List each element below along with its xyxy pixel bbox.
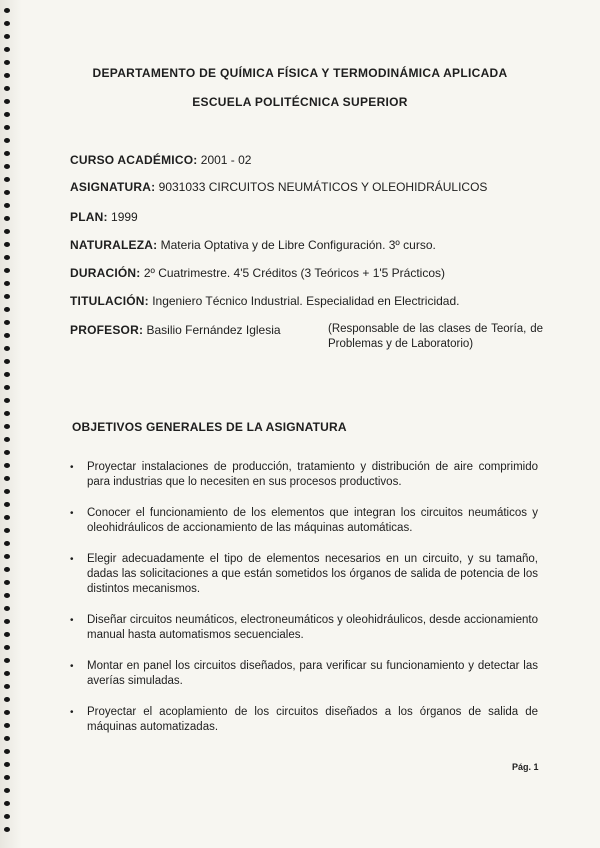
objective-text: Conocer el funcionamiento de los elementos que integran los circuitos neumáticos y oleohidráulicos de accionamiento de las máquinas automáticas. <box>87 507 538 534</box>
binding-hole <box>4 47 10 52</box>
objective-text: Montar en panel los circuitos diseñados, para verificar su funcionamiento y detectar las averías simuladas. <box>87 660 538 687</box>
binding-hole <box>4 788 10 793</box>
binding-hole <box>4 762 10 767</box>
professor-note: (Responsable de las clases de Teoría, de Problemas y de Laboratorio) <box>328 323 543 350</box>
binding-hole <box>4 333 10 338</box>
field-value: Basilio Fernández Iglesia <box>146 323 281 337</box>
binding-hole <box>4 632 10 637</box>
field-value: 2º Cuatrimestre. 4'5 Créditos (3 Teóricos + 1'5 Prácticos) <box>143 266 446 280</box>
binding-hole <box>4 580 10 585</box>
binding-hole <box>4 515 10 520</box>
binding-hole <box>4 138 10 143</box>
binding-hole <box>4 86 10 91</box>
binding-hole <box>4 450 10 455</box>
field-titulacion <box>70 294 460 308</box>
bullet-icon: • <box>70 462 74 473</box>
binding-hole <box>4 216 10 221</box>
field-value: 1999 <box>111 210 138 224</box>
spiral-binding <box>0 0 22 848</box>
binding-hole <box>4 229 10 234</box>
objectives-title: OBJETIVOS GENERALES DE LA ASIGNATURA <box>72 420 347 434</box>
objective-text: Proyectar instalaciones de producción, tratamiento y distribución de aire comprimido para industrias que lo necesiten en sus procesos productivos. <box>87 461 538 488</box>
binding-hole <box>4 411 10 416</box>
binding-hole <box>4 801 10 806</box>
objectives-list <box>68 460 538 751</box>
binding-hole <box>4 359 10 364</box>
field-label: ASIGNATURA: <box>70 180 156 194</box>
field-naturaleza <box>70 238 436 252</box>
field-label: DURACIÓN: <box>70 266 141 280</box>
binding-hole <box>4 125 10 130</box>
field-label: CURSO ACADÉMICO: <box>70 153 198 167</box>
binding-hole <box>4 619 10 624</box>
field-profesor <box>70 323 281 337</box>
page-number: Pág. 1 <box>512 762 539 772</box>
binding-hole <box>4 814 10 819</box>
binding-hole <box>4 671 10 676</box>
bullet-icon: • <box>70 707 74 718</box>
objective-item <box>68 460 538 490</box>
binding-hole <box>4 255 10 260</box>
field-label: TITULACIÓN: <box>70 294 149 308</box>
binding-hole <box>4 528 10 533</box>
binding-hole <box>4 645 10 650</box>
field-curso <box>70 153 251 167</box>
field-value: Materia Optativa y de Libre Configuración. 3º curso. <box>160 238 436 252</box>
field-value: 9031033 CIRCUITOS NEUMÁTICOS Y OLEOHIDRÁULICOS <box>158 180 488 194</box>
binding-hole <box>4 190 10 195</box>
binding-hole <box>4 723 10 728</box>
binding-hole <box>4 593 10 598</box>
field-label: PROFESOR: <box>70 323 144 337</box>
binding-hole <box>4 8 10 13</box>
objective-text: Diseñar circuitos neumáticos, electroneumáticos y oleohidráulicos, desde accionamiento manual hasta automatismos secuenciales. <box>87 614 538 641</box>
binding-hole <box>4 112 10 117</box>
binding-hole <box>4 606 10 611</box>
objective-item <box>68 613 538 643</box>
binding-hole <box>4 346 10 351</box>
binding-hole <box>4 554 10 559</box>
field-label: NATURALEZA: <box>70 238 158 252</box>
binding-hole <box>4 307 10 312</box>
binding-hole <box>4 294 10 299</box>
binding-hole <box>4 489 10 494</box>
binding-hole <box>4 749 10 754</box>
binding-hole <box>4 710 10 715</box>
binding-hole <box>4 164 10 169</box>
binding-hole <box>4 242 10 247</box>
bullet-icon: • <box>70 661 74 672</box>
binding-hole <box>4 684 10 689</box>
field-duracion <box>70 266 445 280</box>
objective-item <box>68 552 538 597</box>
bullet-icon: • <box>70 615 74 626</box>
binding-hole <box>4 437 10 442</box>
binding-hole <box>4 502 10 507</box>
binding-hole <box>4 21 10 26</box>
department-heading: DEPARTAMENTO DE QUÍMICA FÍSICA Y TERMODINÁMICA APLICADA <box>92 66 508 80</box>
field-value: Ingeniero Técnico Industrial. Especialidad en Electricidad. <box>152 294 460 308</box>
binding-hole <box>4 463 10 468</box>
bullet-icon: • <box>70 508 74 519</box>
field-asignatura <box>70 180 487 194</box>
binding-hole <box>4 60 10 65</box>
binding-hole <box>4 398 10 403</box>
field-value: 2001 - 02 <box>200 153 252 167</box>
field-label: PLAN: <box>70 210 108 224</box>
objective-item <box>68 705 538 735</box>
objective-text: Proyectar el acoplamiento de los circuitos diseñados a los órganos de salida de máquinas automatizadas. <box>87 706 538 733</box>
binding-hole <box>4 827 10 832</box>
binding-hole <box>4 177 10 182</box>
school-heading: ESCUELA POLITÉCNICA SUPERIOR <box>192 95 408 109</box>
bullet-icon: • <box>70 554 74 565</box>
binding-hole <box>4 281 10 286</box>
binding-hole <box>4 34 10 39</box>
binding-hole <box>4 372 10 377</box>
binding-hole <box>4 697 10 702</box>
binding-hole <box>4 567 10 572</box>
field-plan <box>70 210 138 224</box>
binding-hole <box>4 320 10 325</box>
binding-hole <box>4 424 10 429</box>
objective-text: Elegir adecuadamente el tipo de elementos necesarios en un circuito, y su tamaño, dadas las solicitaciones a que están sometidos los órganos de salida de potencia de los distintos mecanismos. <box>87 553 538 595</box>
binding-hole <box>4 476 10 481</box>
binding-hole <box>4 385 10 390</box>
binding-hole <box>4 268 10 273</box>
binding-hole <box>4 775 10 780</box>
binding-hole <box>4 541 10 546</box>
binding-hole <box>4 151 10 156</box>
binding-hole <box>4 203 10 208</box>
binding-hole <box>4 736 10 741</box>
objective-item <box>68 506 538 536</box>
binding-hole <box>4 658 10 663</box>
objective-item <box>68 659 538 689</box>
